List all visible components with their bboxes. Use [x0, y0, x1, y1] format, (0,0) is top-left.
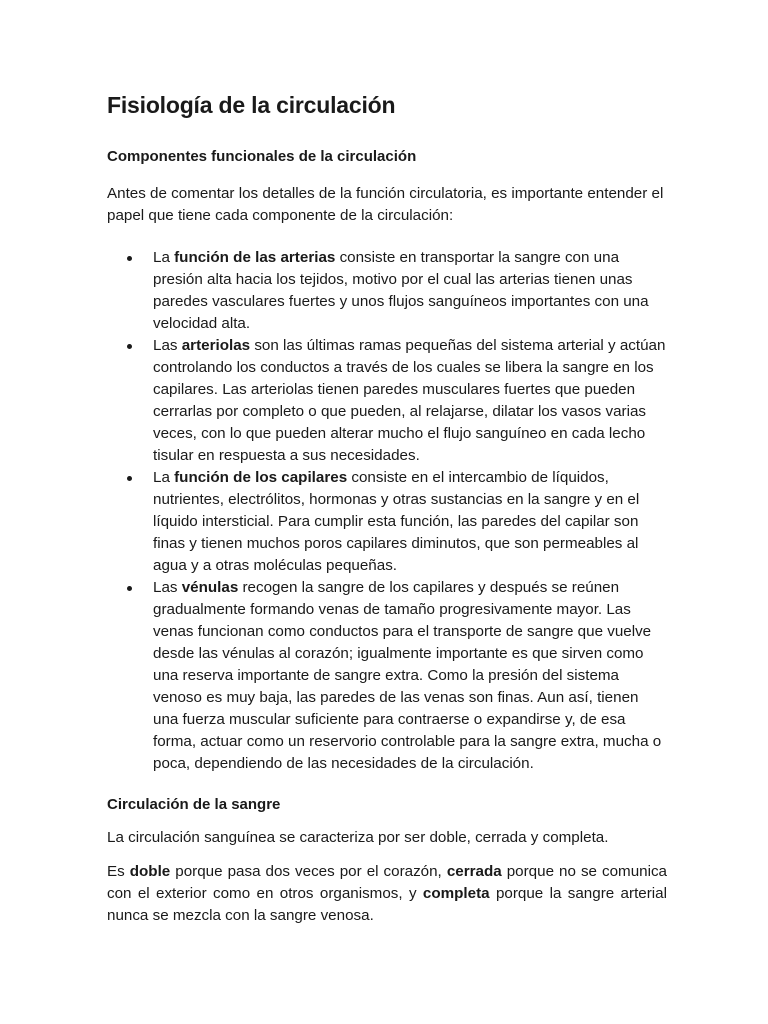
list-item-arteriolas: [107, 335, 667, 467]
item-text: consiste en el intercambio de líquidos, nutrientes, electrólitos, hormonas y otras sustancias en la sangre y en el líquido intersticial. Para cumplir esta función, las paredes del capilar son finas y tienen muchos poros capilares diminutos, que son permeables al agua y a otras moléculas pequeñas.: [153, 469, 640, 574]
components-list: [107, 247, 667, 775]
item-text: Las: [153, 579, 182, 596]
bullet-icon: [127, 344, 132, 349]
item-text: son las últimas ramas pequeñas del sistema arterial y actúan controlando los conductos a través de los cuales se libera la sangre en los capilares. Las arteriolas tienen paredes musculares fuertes que pueden cerrarlas por completo o que pueden, al relajarse, dilatar los vasos varias veces, con lo que pueden alterar mucho el flujo sanguíneo en cada lecho tisular en respuesta a sus necesidades.: [153, 337, 666, 464]
item-text: recogen la sangre de los capilares y después se reúnen gradualmente formando venas de tamaño progresivamente mayor. Las venas funcionan como conductos para el transporte de sangre que vuelve desde las vénulas al corazón; igualmente importante es que sirven como una reserva importante de sangre extra. Como la presión del sistema venoso es muy baja, las paredes de las venas son finas. Aun así, tienen una fuerza muscular suficiente para contraerse o expandirse y, de esa forma, actuar como un reservorio controlable para la sangre extra, mucha o poca, dependiendo de las necesidades de la circulación.: [153, 579, 662, 772]
page-title: Fisiología de la circulación: [107, 92, 396, 118]
item-term: función de las arterias: [174, 249, 336, 266]
intro-paragraph: Antes de comentar los detalles de la función circulatoria, es importante entender el papel que tiene cada componente de la circulación:: [107, 185, 664, 224]
item-term: vénulas: [181, 579, 239, 596]
list-item-venulas: [107, 577, 667, 775]
list-item-arterias: [107, 247, 667, 335]
term-cerrada: cerrada: [446, 863, 502, 880]
item-term: arteriolas: [181, 337, 251, 354]
item-text: Las: [153, 337, 182, 354]
section-heading-componentes: Componentes funcionales de la circulación: [107, 148, 417, 165]
item-text: La: [153, 249, 175, 266]
bullet-icon: [127, 256, 132, 261]
bullet-icon: [127, 476, 132, 481]
item-text: La: [153, 469, 175, 486]
para-text: porque no se comunica con el exterior como en otros organismos, y: [107, 863, 667, 902]
item-term: función de los capilares: [174, 469, 348, 486]
circulation-paragraph-2: [107, 861, 667, 927]
section-heading-circulacion: Circulación de la sangre: [107, 796, 281, 813]
bullet-icon: [127, 586, 132, 591]
list-item-capilares: [107, 467, 667, 577]
circulation-paragraph-1: La circulación sanguínea se caracteriza por ser doble, cerrada y completa.: [107, 829, 609, 846]
para-text: porque pasa dos veces por el corazón,: [170, 863, 447, 880]
para-text: porque la sangre arterial nunca se mezcla con la sangre venosa.: [107, 885, 667, 924]
term-doble: doble: [129, 863, 171, 880]
item-text: consiste en transportar la sangre con una presión alta hacia los tejidos, motivo por el cual las arterias tienen unas paredes vasculares fuertes y unos flujos sanguíneos importantes con una velocidad alta.: [153, 249, 649, 332]
para-text: Es: [107, 863, 130, 880]
term-completa: completa: [422, 885, 490, 902]
